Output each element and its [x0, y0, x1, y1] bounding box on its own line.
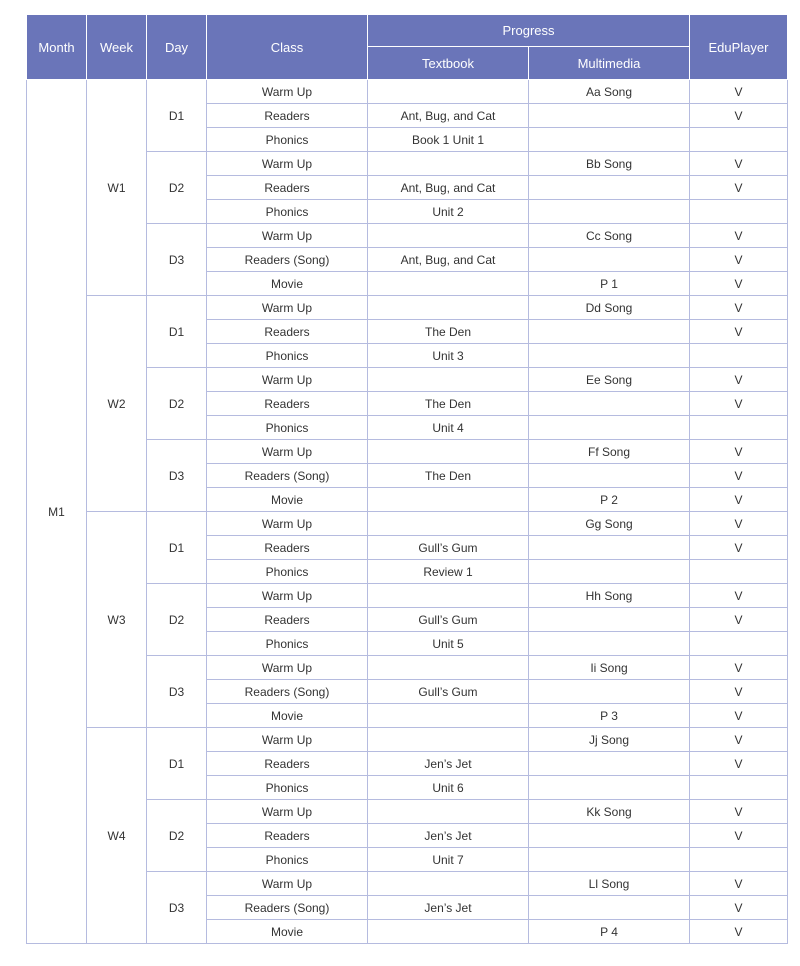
class-cell: Warm Up	[207, 512, 368, 536]
class-cell: Phonics	[207, 128, 368, 152]
multimedia-cell	[529, 320, 690, 344]
eduplayer-cell: V	[690, 680, 788, 704]
class-cell: Readers	[207, 824, 368, 848]
multimedia-cell: P 4	[529, 920, 690, 944]
header-eduplayer: EduPlayer	[690, 15, 788, 80]
eduplayer-cell: V	[690, 536, 788, 560]
day-cell: D3	[147, 440, 207, 512]
table-row	[27, 80, 788, 104]
textbook-cell: Gull’s Gum	[368, 608, 529, 632]
textbook-cell: Unit 2	[368, 200, 529, 224]
eduplayer-cell	[690, 632, 788, 656]
multimedia-cell	[529, 200, 690, 224]
eduplayer-cell: V	[690, 296, 788, 320]
eduplayer-cell: V	[690, 800, 788, 824]
table-body	[27, 80, 788, 944]
textbook-cell: Unit 7	[368, 848, 529, 872]
header-multimedia: Multimedia	[529, 47, 690, 80]
eduplayer-cell: V	[690, 440, 788, 464]
week-cell: W1	[87, 80, 147, 296]
class-cell: Movie	[207, 920, 368, 944]
class-cell: Readers	[207, 104, 368, 128]
textbook-cell: Ant, Bug, and Cat	[368, 248, 529, 272]
table-row	[27, 512, 788, 536]
class-cell: Readers	[207, 392, 368, 416]
class-cell: Phonics	[207, 200, 368, 224]
textbook-cell	[368, 80, 529, 104]
class-cell: Warm Up	[207, 296, 368, 320]
class-cell: Phonics	[207, 776, 368, 800]
class-cell: Warm Up	[207, 440, 368, 464]
day-cell: D1	[147, 512, 207, 584]
multimedia-cell	[529, 536, 690, 560]
class-cell: Phonics	[207, 416, 368, 440]
class-cell: Warm Up	[207, 800, 368, 824]
textbook-cell	[368, 584, 529, 608]
eduplayer-cell: V	[690, 896, 788, 920]
class-cell: Warm Up	[207, 368, 368, 392]
multimedia-cell	[529, 848, 690, 872]
multimedia-cell	[529, 128, 690, 152]
multimedia-cell: Hh Song	[529, 584, 690, 608]
multimedia-cell	[529, 608, 690, 632]
multimedia-cell	[529, 176, 690, 200]
week-cell: W3	[87, 512, 147, 728]
header-textbook: Textbook	[368, 47, 529, 80]
class-cell: Phonics	[207, 632, 368, 656]
class-cell: Readers	[207, 608, 368, 632]
eduplayer-cell: V	[690, 704, 788, 728]
textbook-cell: The Den	[368, 320, 529, 344]
eduplayer-cell: V	[690, 656, 788, 680]
textbook-cell	[368, 704, 529, 728]
textbook-cell	[368, 272, 529, 296]
multimedia-cell: Aa Song	[529, 80, 690, 104]
eduplayer-cell: V	[690, 104, 788, 128]
textbook-cell	[368, 872, 529, 896]
class-cell: Warm Up	[207, 80, 368, 104]
textbook-cell: Jen’s Jet	[368, 896, 529, 920]
eduplayer-cell: V	[690, 368, 788, 392]
textbook-cell: Gull’s Gum	[368, 536, 529, 560]
class-cell: Readers	[207, 752, 368, 776]
class-cell: Readers	[207, 536, 368, 560]
header-progress: Progress	[368, 15, 690, 47]
eduplayer-cell: V	[690, 584, 788, 608]
class-cell: Readers (Song)	[207, 464, 368, 488]
eduplayer-cell	[690, 560, 788, 584]
day-cell: D3	[147, 872, 207, 944]
week-cell: W4	[87, 728, 147, 944]
class-cell: Warm Up	[207, 872, 368, 896]
eduplayer-cell: V	[690, 272, 788, 296]
textbook-cell: The Den	[368, 464, 529, 488]
eduplayer-cell: V	[690, 176, 788, 200]
textbook-cell: Unit 5	[368, 632, 529, 656]
eduplayer-cell	[690, 200, 788, 224]
textbook-cell	[368, 920, 529, 944]
eduplayer-cell	[690, 776, 788, 800]
day-cell: D1	[147, 728, 207, 800]
textbook-cell: Jen’s Jet	[368, 824, 529, 848]
eduplayer-cell	[690, 416, 788, 440]
day-cell: D1	[147, 296, 207, 368]
eduplayer-cell	[690, 344, 788, 368]
textbook-cell	[368, 224, 529, 248]
class-cell: Phonics	[207, 848, 368, 872]
textbook-cell	[368, 296, 529, 320]
multimedia-cell	[529, 680, 690, 704]
textbook-cell	[368, 800, 529, 824]
textbook-cell	[368, 368, 529, 392]
multimedia-cell: Ee Song	[529, 368, 690, 392]
multimedia-cell	[529, 392, 690, 416]
multimedia-cell	[529, 560, 690, 584]
class-cell: Readers (Song)	[207, 680, 368, 704]
class-cell: Movie	[207, 704, 368, 728]
multimedia-cell: Cc Song	[529, 224, 690, 248]
textbook-cell: Unit 6	[368, 776, 529, 800]
textbook-cell: Review 1	[368, 560, 529, 584]
class-cell: Readers	[207, 320, 368, 344]
table-row	[27, 728, 788, 752]
textbook-cell	[368, 512, 529, 536]
textbook-cell: Unit 4	[368, 416, 529, 440]
multimedia-cell: Ff Song	[529, 440, 690, 464]
multimedia-cell: P 1	[529, 272, 690, 296]
eduplayer-cell: V	[690, 752, 788, 776]
textbook-cell: Ant, Bug, and Cat	[368, 104, 529, 128]
multimedia-cell: Dd Song	[529, 296, 690, 320]
eduplayer-cell	[690, 848, 788, 872]
multimedia-cell	[529, 464, 690, 488]
day-cell: D2	[147, 368, 207, 440]
textbook-cell	[368, 656, 529, 680]
day-cell: D2	[147, 800, 207, 872]
multimedia-cell: Ll Song	[529, 872, 690, 896]
multimedia-cell	[529, 776, 690, 800]
multimedia-cell: Ii Song	[529, 656, 690, 680]
multimedia-cell	[529, 344, 690, 368]
class-cell: Warm Up	[207, 656, 368, 680]
multimedia-cell	[529, 896, 690, 920]
eduplayer-cell: V	[690, 872, 788, 896]
eduplayer-cell: V	[690, 152, 788, 176]
class-cell: Readers	[207, 176, 368, 200]
class-cell: Phonics	[207, 344, 368, 368]
week-cell: W2	[87, 296, 147, 512]
class-cell: Movie	[207, 272, 368, 296]
multimedia-cell: Gg Song	[529, 512, 690, 536]
class-cell: Warm Up	[207, 728, 368, 752]
day-cell: D2	[147, 584, 207, 656]
eduplayer-cell: V	[690, 608, 788, 632]
multimedia-cell: Kk Song	[529, 800, 690, 824]
eduplayer-cell: V	[690, 824, 788, 848]
eduplayer-cell: V	[690, 488, 788, 512]
header-day: Day	[147, 15, 207, 80]
table-row	[27, 296, 788, 320]
textbook-cell: Jen’s Jet	[368, 752, 529, 776]
textbook-cell: Book 1 Unit 1	[368, 128, 529, 152]
multimedia-cell	[529, 248, 690, 272]
eduplayer-cell: V	[690, 320, 788, 344]
textbook-cell	[368, 440, 529, 464]
textbook-cell	[368, 152, 529, 176]
class-cell: Phonics	[207, 560, 368, 584]
multimedia-cell	[529, 824, 690, 848]
multimedia-cell	[529, 104, 690, 128]
multimedia-cell	[529, 632, 690, 656]
multimedia-cell: Jj Song	[529, 728, 690, 752]
class-cell: Readers (Song)	[207, 248, 368, 272]
schedule-table	[26, 14, 788, 944]
class-cell: Readers (Song)	[207, 896, 368, 920]
class-cell: Movie	[207, 488, 368, 512]
eduplayer-cell: V	[690, 728, 788, 752]
month-cell: M1	[27, 80, 87, 944]
multimedia-cell	[529, 752, 690, 776]
textbook-cell: Ant, Bug, and Cat	[368, 176, 529, 200]
day-cell: D3	[147, 224, 207, 296]
eduplayer-cell: V	[690, 248, 788, 272]
class-cell: Warm Up	[207, 224, 368, 248]
eduplayer-cell: V	[690, 80, 788, 104]
multimedia-cell	[529, 416, 690, 440]
header-month: Month	[27, 15, 87, 80]
textbook-cell	[368, 488, 529, 512]
textbook-cell: Gull’s Gum	[368, 680, 529, 704]
header-week: Week	[87, 15, 147, 80]
multimedia-cell: P 2	[529, 488, 690, 512]
day-cell: D3	[147, 656, 207, 728]
eduplayer-cell: V	[690, 920, 788, 944]
day-cell: D1	[147, 80, 207, 152]
textbook-cell: The Den	[368, 392, 529, 416]
eduplayer-cell: V	[690, 224, 788, 248]
class-cell: Warm Up	[207, 152, 368, 176]
eduplayer-cell: V	[690, 392, 788, 416]
class-cell: Warm Up	[207, 584, 368, 608]
eduplayer-cell: V	[690, 464, 788, 488]
multimedia-cell: Bb Song	[529, 152, 690, 176]
table-header	[27, 15, 788, 80]
eduplayer-cell: V	[690, 512, 788, 536]
multimedia-cell: P 3	[529, 704, 690, 728]
header-class: Class	[207, 15, 368, 80]
day-cell: D2	[147, 152, 207, 224]
textbook-cell: Unit 3	[368, 344, 529, 368]
textbook-cell	[368, 728, 529, 752]
eduplayer-cell	[690, 128, 788, 152]
